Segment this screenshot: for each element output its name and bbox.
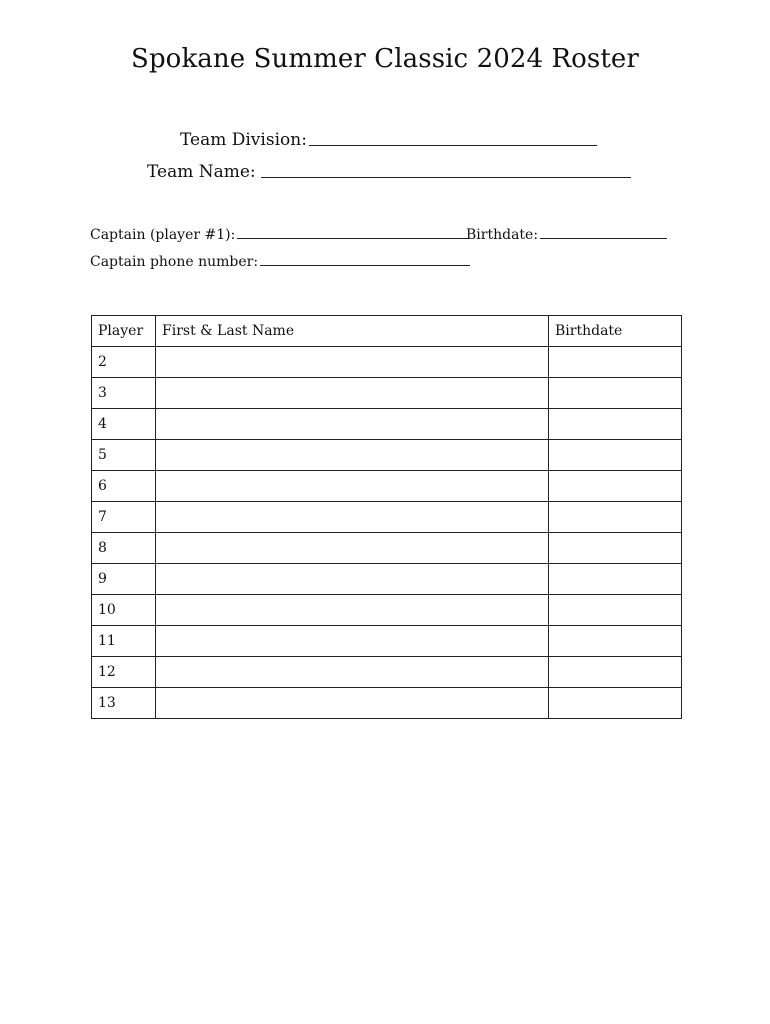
- table-row: [92, 440, 682, 471]
- player-birthdate-cell[interactable]: [549, 595, 682, 626]
- player-number-cell: 7: [92, 502, 156, 533]
- column-header-player: Player: [92, 316, 156, 347]
- player-birthdate-cell[interactable]: [549, 347, 682, 378]
- table-row: [92, 626, 682, 657]
- player-number-cell: 2: [92, 347, 156, 378]
- team-name-input-line[interactable]: [261, 177, 631, 178]
- player-birthdate-cell[interactable]: [549, 688, 682, 719]
- captain-birthdate-input-line[interactable]: [540, 238, 667, 239]
- captain-phone-input-line[interactable]: [260, 265, 470, 266]
- column-header-birthdate: Birthdate: [549, 316, 682, 347]
- team-name-label: Team Name:: [147, 162, 256, 182]
- page-title: Spokane Summer Classic 2024 Roster: [131, 44, 639, 74]
- captain-birthdate-label: Birthdate:: [466, 227, 539, 243]
- table-row: [92, 657, 682, 688]
- table-row: [92, 564, 682, 595]
- table-row: [92, 409, 682, 440]
- captain-label: Captain (player #1):: [90, 227, 236, 243]
- player-name-cell[interactable]: [156, 471, 549, 502]
- player-birthdate-cell[interactable]: [549, 471, 682, 502]
- player-name-cell[interactable]: [156, 533, 549, 564]
- player-birthdate-cell[interactable]: [549, 626, 682, 657]
- player-number-cell: 12: [92, 657, 156, 688]
- player-name-cell[interactable]: [156, 564, 549, 595]
- table-row: [92, 688, 682, 719]
- team-division-label: Team Division:: [180, 130, 307, 150]
- team-name-field: [147, 162, 631, 182]
- player-number-cell: 6: [92, 471, 156, 502]
- player-birthdate-cell[interactable]: [549, 564, 682, 595]
- team-division-input-line[interactable]: [309, 145, 597, 146]
- player-name-cell[interactable]: [156, 347, 549, 378]
- player-birthdate-cell[interactable]: [549, 409, 682, 440]
- team-division-field: [180, 130, 597, 150]
- player-birthdate-cell[interactable]: [549, 378, 682, 409]
- table-row: [92, 533, 682, 564]
- captain-input-line[interactable]: [237, 238, 469, 239]
- player-name-cell[interactable]: [156, 657, 549, 688]
- player-name-cell[interactable]: [156, 409, 549, 440]
- table-row: [92, 378, 682, 409]
- player-birthdate-cell[interactable]: [549, 502, 682, 533]
- player-number-cell: 5: [92, 440, 156, 471]
- captain-birthdate-field: [466, 227, 667, 243]
- player-name-cell[interactable]: [156, 626, 549, 657]
- roster-table: [91, 315, 682, 719]
- player-birthdate-cell[interactable]: [549, 657, 682, 688]
- player-number-cell: 3: [92, 378, 156, 409]
- column-header-name: First & Last Name: [156, 316, 549, 347]
- captain-phone-field: [90, 254, 470, 270]
- player-birthdate-cell[interactable]: [549, 440, 682, 471]
- player-number-cell: 4: [92, 409, 156, 440]
- captain-phone-label: Captain phone number:: [90, 254, 259, 270]
- table-row: [92, 595, 682, 626]
- table-row: [92, 347, 682, 378]
- captain-field: [90, 227, 469, 243]
- player-number-cell: 11: [92, 626, 156, 657]
- player-name-cell[interactable]: [156, 440, 549, 471]
- player-number-cell: 13: [92, 688, 156, 719]
- table-header-row: [92, 316, 682, 347]
- player-name-cell[interactable]: [156, 688, 549, 719]
- player-birthdate-cell[interactable]: [549, 533, 682, 564]
- player-number-cell: 10: [92, 595, 156, 626]
- player-name-cell[interactable]: [156, 378, 549, 409]
- table-row: [92, 502, 682, 533]
- player-name-cell[interactable]: [156, 595, 549, 626]
- player-name-cell[interactable]: [156, 502, 549, 533]
- table-row: [92, 471, 682, 502]
- player-number-cell: 8: [92, 533, 156, 564]
- player-number-cell: 9: [92, 564, 156, 595]
